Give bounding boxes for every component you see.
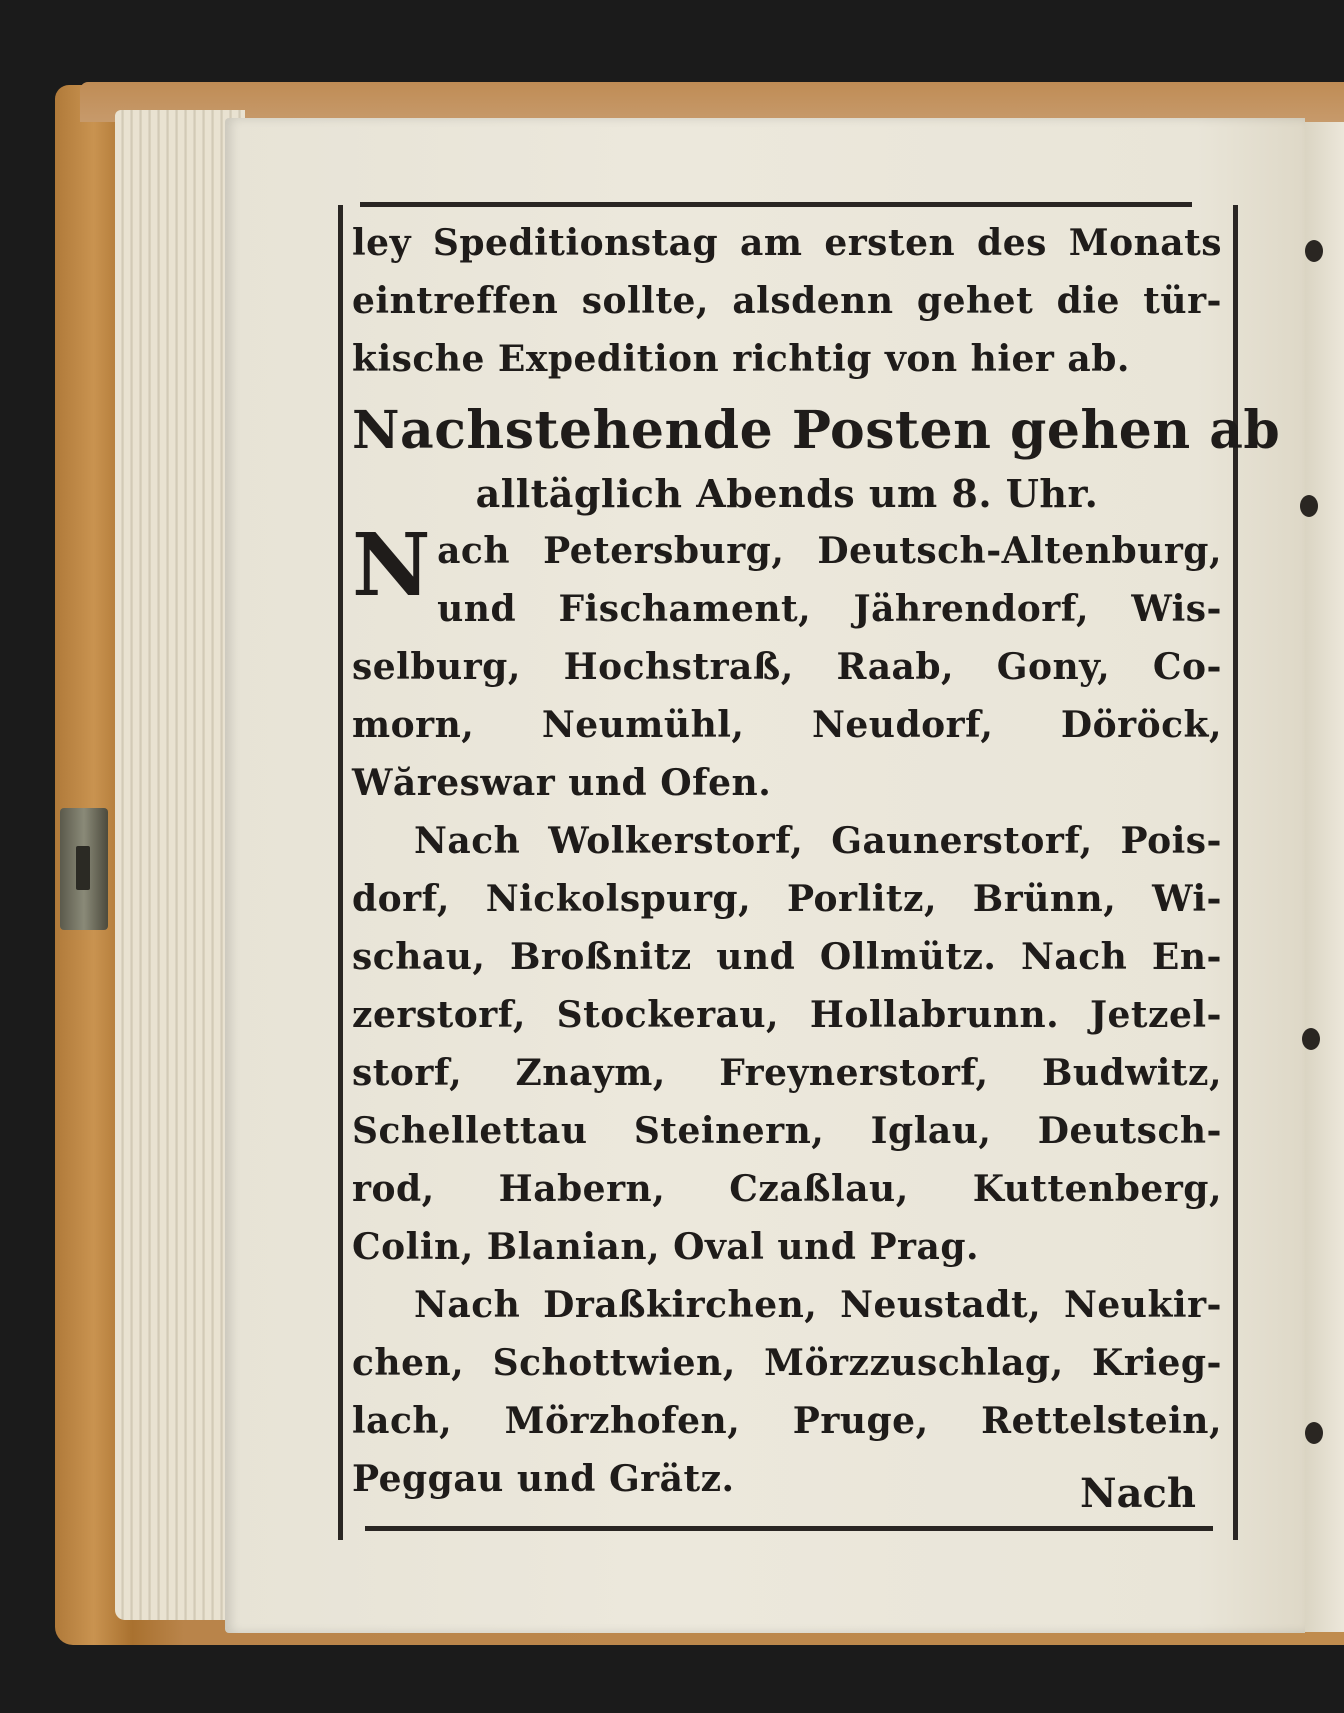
page-hole: [1302, 1028, 1320, 1050]
text-line: Peggau und Grätz.: [352, 1458, 735, 1500]
text-line: Nach Wolkerstorf, Gaunerstorf, Pois-: [414, 820, 1222, 862]
text-line: kische Expedition richtig von hier ab.: [352, 338, 1130, 380]
text-line: ach Petersburg, Deutsch-Altenburg,: [437, 530, 1222, 572]
text-line: Schellettau Steinern, Iglau, Deutsch-: [352, 1110, 1222, 1152]
text-line: dorf, Nickolspurg, Porlitz, Brünn, Wi-: [352, 878, 1222, 920]
text-line: eintreffen sollte, alsdenn gehet die tür-: [352, 280, 1222, 322]
section-subheading: alltäglich Abends um 8. Uhr.: [475, 471, 1099, 516]
paragraph-2: [352, 812, 1222, 1276]
text-line: rod, Habern, Czaßlau, Kuttenberg,: [352, 1168, 1222, 1210]
paragraph-1: [352, 515, 1222, 812]
text-line: Nach Draßkirchen, Neustadt, Neukir-: [414, 1284, 1222, 1326]
drop-cap: N: [352, 515, 432, 616]
text-line: selburg, Hochstraß, Raab, Gony, Co-: [352, 646, 1222, 688]
text-line: lach, Mörzhofen, Pruge, Rettelstein,: [352, 1400, 1222, 1442]
text-line: chen, Schottwien, Mörzzuschlag, Krieg-: [352, 1342, 1222, 1384]
page-text: [352, 214, 1281, 1508]
page-hole: [1305, 1422, 1323, 1444]
facing-page-edge: [1300, 122, 1344, 1632]
page-hole: [1300, 495, 1318, 517]
text-line: Wăreswar und Ofen.: [352, 762, 772, 804]
text-line: ley Speditionstag am ersten des Monats: [352, 222, 1222, 264]
text-line: und Fischament, Jährendorf, Wis-: [437, 588, 1222, 630]
text-line: morn, Neumühl, Neudorf, Döröck,: [352, 704, 1222, 746]
text-line: schau, Broßnitz und Ollmütz. Nach En-: [352, 936, 1222, 978]
text-line: zerstorf, Stockerau, Hollabrunn. Jetzel-: [352, 994, 1222, 1036]
book-clasp: [60, 808, 108, 930]
text-line: storf, Znaym, Freynerstorf, Budwitz,: [352, 1052, 1222, 1094]
text-line: Colin, Blanian, Oval und Prag.: [352, 1226, 980, 1268]
page-hole: [1305, 240, 1323, 262]
book-cover-top-edge: [80, 82, 1344, 122]
bottom-rule: [365, 1526, 1213, 1531]
section-heading: Nachstehende Posten gehen ab: [352, 400, 1281, 461]
catchword: Nach: [1080, 1470, 1196, 1517]
